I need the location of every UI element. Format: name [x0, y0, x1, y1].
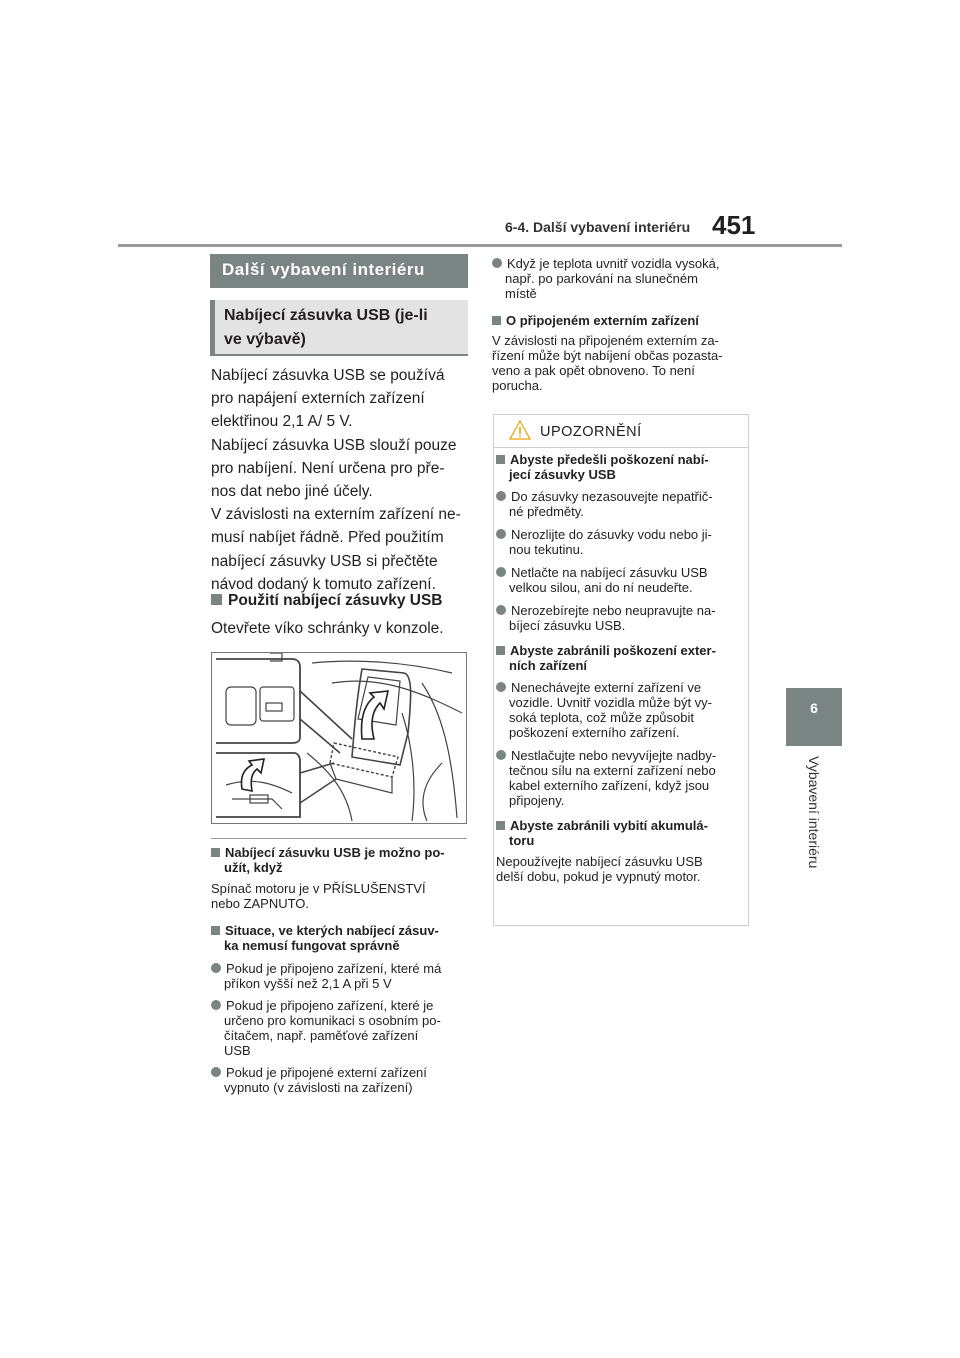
intro-line: Nabíjecí zásuvka USB slouží pouze	[211, 436, 457, 454]
list-item: Nerozebírejte nebo neupravujte na- bíjecí zásuvku USB.	[496, 603, 746, 633]
subsection-title	[224, 304, 464, 352]
list-item: Do zásuvky nezasouvejte nepatřič- né předměty.	[496, 489, 746, 519]
warning-title-rule	[493, 447, 749, 448]
intro-line: musí nabíjet řádně. Před použitím	[211, 529, 444, 547]
note-heading-line: Nabíjecí zásuvku USB je možno po-	[211, 845, 473, 860]
usage-heading: Použití nabíjecí zásuvky USB	[211, 592, 442, 610]
round-bullet-icon	[492, 258, 502, 268]
round-bullet-icon	[211, 1067, 221, 1077]
running-header-section: 6-4. Další vybavení interiéru	[505, 219, 691, 235]
console-illustration-svg	[212, 653, 466, 823]
warning-heading: Abyste zabránili vybití akumulá- toru	[496, 818, 746, 848]
intro-line: nabíjecí zásuvky USB si přečtěte	[211, 552, 438, 570]
intro-line: nos dat nebo jiné účely.	[211, 483, 373, 501]
round-bullet-icon	[496, 682, 506, 692]
note-usable-when	[211, 845, 473, 911]
round-bullet-icon	[496, 529, 506, 539]
warning-heading: Abyste zabránili poškození exter- ních zařízení	[496, 643, 746, 673]
list-item: Když je teplota uvnitř vozidla vysoká, např. po parkování na slunečném místě	[492, 256, 754, 301]
round-bullet-icon	[496, 605, 506, 615]
intro-line: V závislosti na externím zařízení ne-	[211, 506, 461, 524]
round-bullet-icon	[211, 963, 221, 973]
warning-heading: Abyste předešli poškození nabí- jecí zásuvky USB	[496, 452, 746, 482]
intro-paragraph	[211, 364, 473, 596]
round-bullet-icon	[496, 491, 506, 501]
square-bullet-icon	[496, 821, 505, 830]
list-item: Nerozlijte do zásuvky vodu nebo ji- nou tekutinu.	[496, 527, 746, 557]
round-bullet-icon	[496, 567, 506, 577]
section-title: Další vybavení interiéru	[222, 260, 425, 279]
round-bullet-icon	[496, 750, 506, 760]
square-bullet-icon	[496, 646, 505, 655]
intro-line: pro nabíjení. Není určena pro pře-	[211, 459, 445, 477]
list-item: Pokud je připojeno zařízení, které má příkon vyšší než 2,1 A při 5 V	[211, 961, 473, 991]
chapter-tab-label: Vybavení interiéru	[806, 756, 822, 869]
warning-text: Nepoužívejte nabíjecí zásuvku USB delší dobu, pokud je vypnutý motor.	[496, 854, 703, 884]
note-external-device: O připojeném externím zařízení V závislosti na připojeném externím za- řízení může být nabíjení občas pozasta- veno a pak opět obnoveno. To není porucha.	[492, 313, 754, 393]
square-bullet-icon	[211, 848, 220, 857]
list-item: Pokud je připojené externí zařízení vypnuto (v závislosti na zařízení)	[211, 1065, 473, 1095]
chapter-tab	[786, 688, 842, 746]
note-text-line: nebo ZAPNUTO.	[211, 896, 310, 911]
intro-line: elektřinou 2,1 A/ 5 V.	[211, 413, 353, 431]
intro-line: Nabíjecí zásuvka USB se používá	[211, 367, 445, 384]
intro-line: pro napájení externích zařízení	[211, 390, 425, 408]
header-rule	[118, 244, 842, 247]
list-item: Nenechávejte externí zařízení ve vozidle. Uvnitř vozidla může být vy- soká teplota, což může způsobit poškození externího zařízení.	[496, 680, 746, 740]
intro-line: návod dodaný k tomuto zařízení.	[211, 575, 436, 593]
subsection-title-line: Nabíjecí zásuvka USB (je-li	[224, 307, 428, 324]
list-item: Nestlačujte nebo nevyvíjejte nadby- tečnou sílu na externí zařízení nebo kabel externího zařízení, když jsou připojeny.	[496, 748, 746, 808]
warning-title: UPOZORNĚNÍ	[540, 424, 642, 440]
warning-triangle-icon	[508, 419, 532, 446]
chapter-tab-number: 6	[810, 700, 818, 716]
square-bullet-icon	[211, 594, 222, 605]
note-heading-line: O připojeném externím zařízení	[492, 313, 754, 328]
round-bullet-icon	[211, 1000, 221, 1010]
note-heading-line: Situace, ve kterých nabíjecí zásuv-	[211, 923, 473, 938]
warning-content	[496, 452, 746, 884]
square-bullet-icon	[496, 455, 505, 464]
list-item: Netlačte na nabíjecí zásuvku USB velkou silou, ani do ní neudeřte.	[496, 565, 746, 595]
illustration-rule	[211, 838, 467, 839]
page-number: 451	[712, 210, 756, 240]
square-bullet-icon	[211, 926, 220, 935]
list-item: Pokud je připojeno zařízení, které je určeno pro komunikaci s osobním po- čítačem, např. paměťové zařízení USB	[211, 998, 473, 1058]
usage-text: Otevřete víko schránky v konzole.	[211, 620, 444, 637]
note-heading-line: užít, když	[224, 860, 283, 875]
note-heading-line: ka nemusí fungovat správně	[224, 938, 400, 953]
note-text-line: Spínač motoru je v PŘÍSLUŠENSTVÍ	[211, 881, 426, 896]
square-bullet-icon	[492, 316, 501, 325]
console-box-illustration	[211, 652, 467, 824]
subsection-title-line: ve výbavě)	[224, 331, 306, 348]
note-may-not-work	[211, 923, 473, 1095]
